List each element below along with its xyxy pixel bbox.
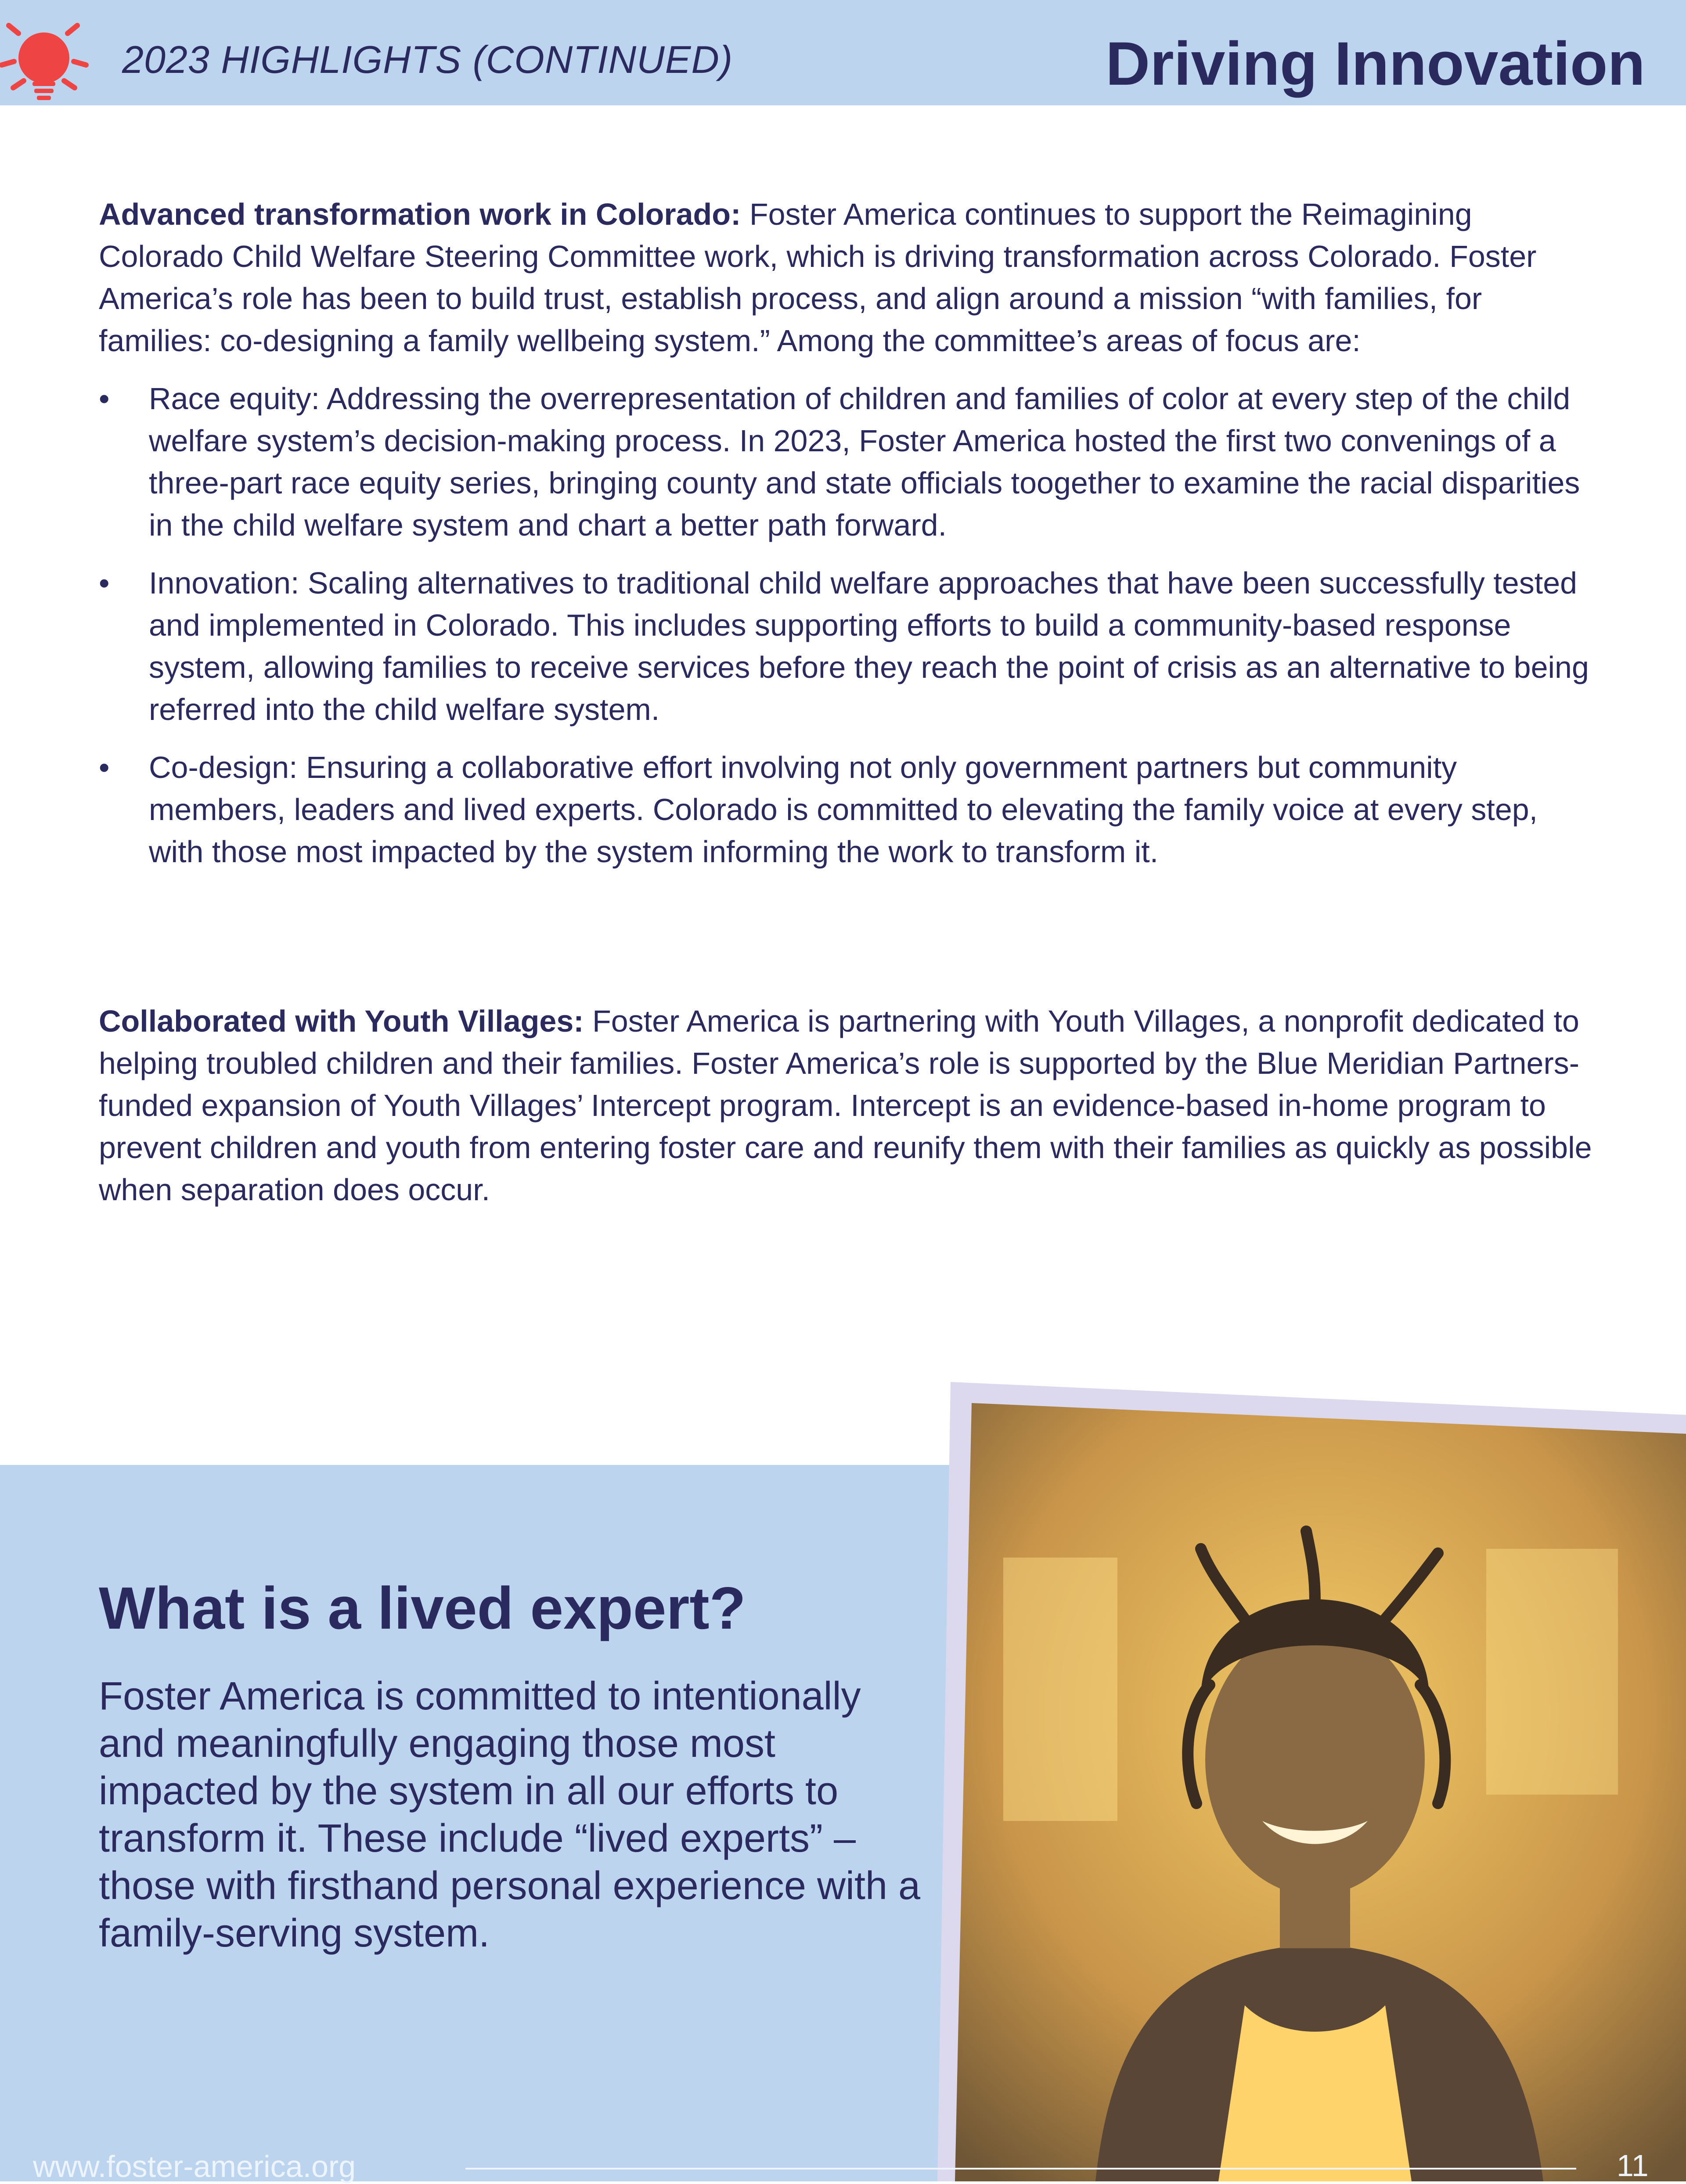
lightbulb-icon bbox=[0, 18, 101, 105]
list-item bbox=[99, 562, 1600, 730]
youth-villages-text: Foster America is partnering with Youth Villages, a nonprofit dedicated to helping troubled children and their families. Foster America’s role is supported by the Blue Meridian Partners-funded expansion of Youth Villages’ Intercept program. Intercept is an evidence-based in-home program to prevent children and youth from entering foster care and reunify them with their families as quickly as possible when separation does occur. bbox=[99, 1004, 1592, 1207]
bullet-dot: • bbox=[99, 381, 110, 416]
list-item bbox=[99, 746, 1600, 873]
list-item-text: Race equity: Addressing the overrepresentation of children and families of color at every step of the child welfare system’s decision-making process. In 2023, Foster America hosted the first two convenings of a three-part race equity series, bringing county and state officials toogether to examine the racial disparities in the child welfare system and chart a better path forward. bbox=[149, 381, 1580, 542]
bullet-dot: • bbox=[99, 566, 110, 600]
youth-villages-lead: Collaborated with Youth Villages: bbox=[99, 1004, 584, 1038]
list-item-text: Innovation: Scaling alternatives to traditional child welfare approaches that have been successfully tested and implemented in Colorado. This includes supporting efforts to build a community-based response system, allowing families to receive services before they reach the point of crisis as an alternative to being referred into the child welfare system. bbox=[149, 566, 1589, 727]
youth-villages-paragraph bbox=[99, 1000, 1600, 1211]
colorado-paragraph bbox=[99, 193, 1600, 362]
focus-areas-list bbox=[99, 378, 1600, 873]
header-subtitle: 2023 HIGHLIGHTS (CONTINUED) bbox=[122, 38, 733, 81]
colorado-text: Foster America continues to support the Reimagining Colorado Child Welfare Steering Committee work, which is driving transformation across Colorado. Foster America’s role has been to build trust, establish process, and align around a mission “with families, for families: co-designing a family wellbeing system.” Among the committee’s areas of focus are: bbox=[99, 197, 1537, 358]
page-number: 11 bbox=[1617, 2148, 1649, 2183]
page-title: Driving Innovation bbox=[1106, 29, 1645, 98]
lived-expert-heading: What is a lived expert? bbox=[99, 1575, 746, 1641]
colorado-lead: Advanced transformation work in Colorado: bbox=[99, 197, 741, 231]
lived-expert-body: Foster America is committed to intentionally and meaningfully engaging those most impacted by the system in all our efforts to transform it. These include “lived experts” – those with firsthand personal experience with a family-serving system. bbox=[99, 1674, 921, 1955]
footer-url[interactable]: www.foster-america.org bbox=[33, 2149, 356, 2184]
bullet-dot: • bbox=[99, 750, 110, 784]
list-item bbox=[99, 378, 1600, 546]
footer-divider bbox=[465, 2168, 1576, 2170]
list-item-text: Co-design: Ensuring a collaborative effort involving not only government partners but community members, leaders and lived experts. Colorado is committed to elevating the family voice at every step, with those most impacted by the system informing the work to transform it. bbox=[149, 750, 1538, 869]
main-content bbox=[99, 193, 1600, 1211]
youth-portrait-photo bbox=[937, 1382, 1686, 2181]
